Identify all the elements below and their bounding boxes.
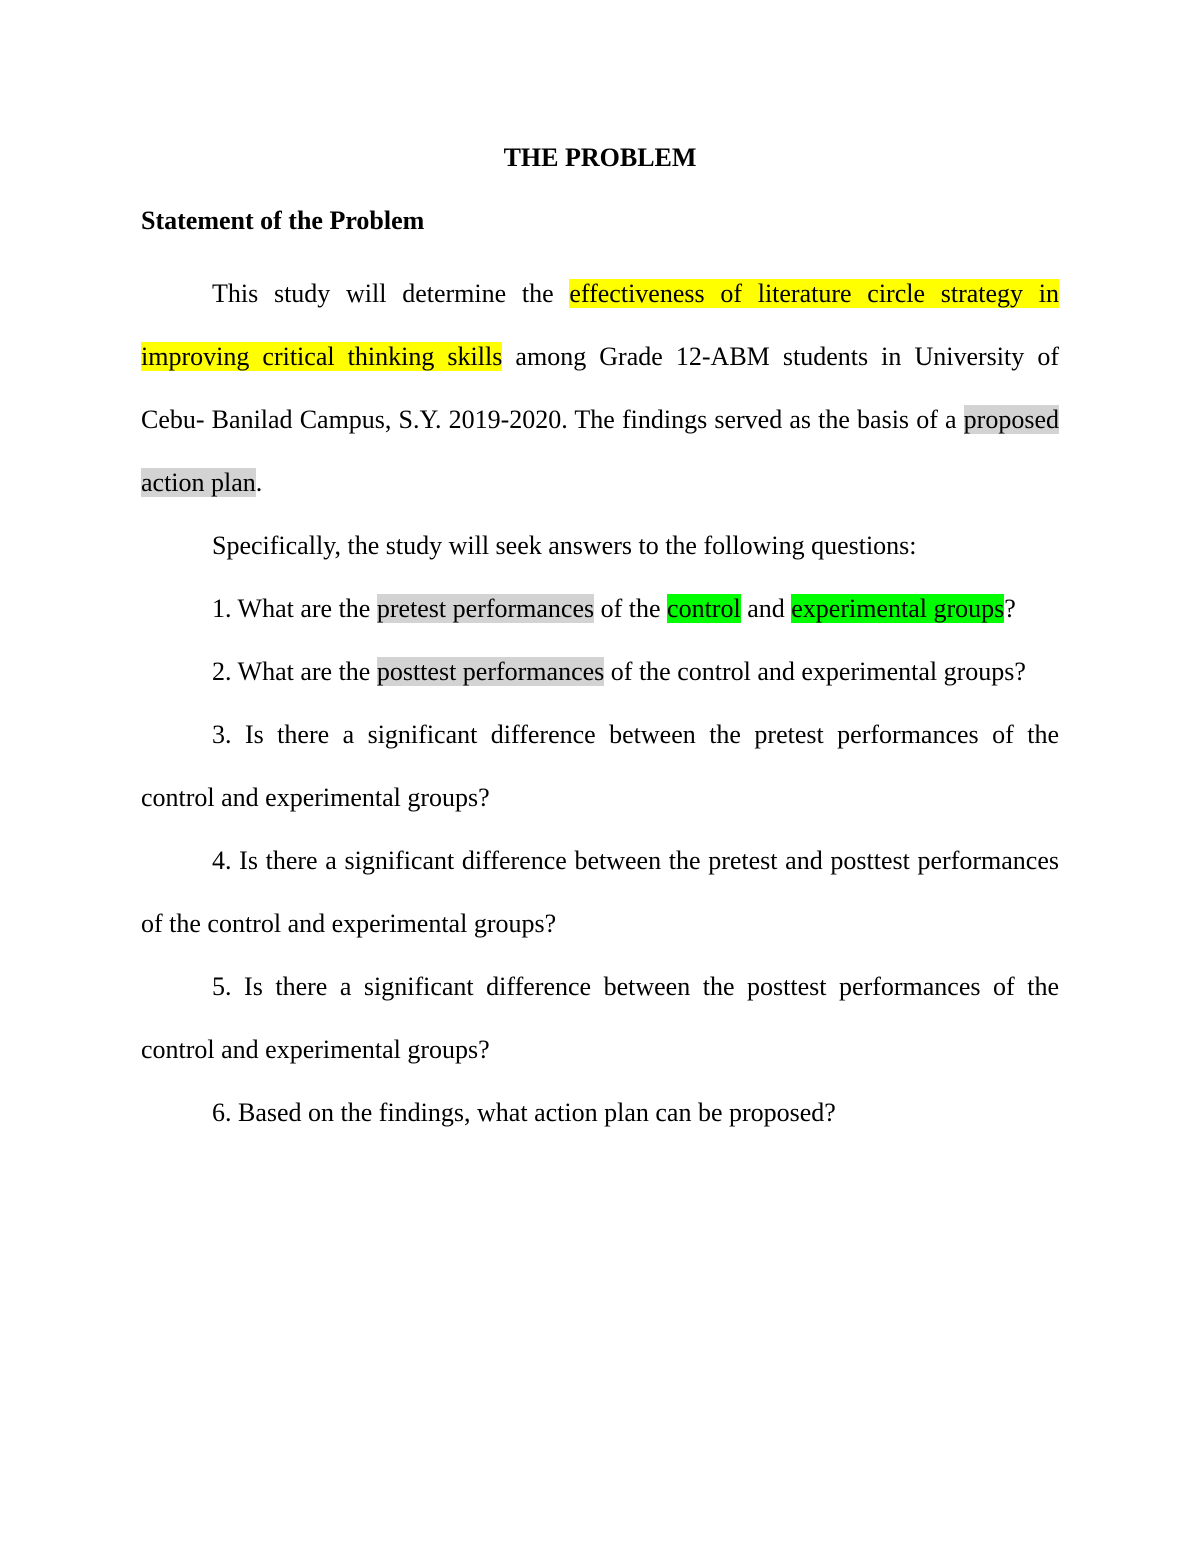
q1-text-2: of the xyxy=(594,594,668,623)
question-6: 6. Based on the findings, what action plan can be proposed? xyxy=(212,1098,836,1127)
q2-text-2: of the control and experimental groups? xyxy=(604,657,1026,686)
highlight-experimental-groups: experimental groups xyxy=(791,594,1005,623)
intro-paragraph xyxy=(141,262,1059,514)
q1-text-1: 1. What are the xyxy=(212,594,377,623)
questions-intro: Specifically, the study will seek answers to the following questions: xyxy=(212,531,917,560)
q1-text-4: ? xyxy=(1004,594,1016,623)
section-heading: Statement of the Problem xyxy=(141,206,425,235)
highlight-posttest-performances: posttest performances xyxy=(376,657,605,686)
question-3: 3. Is there a significant difference between the pretest performances of the control and experimental groups? xyxy=(141,720,1059,812)
intro-text-3: . xyxy=(255,468,263,497)
highlight-effectiveness: effectiveness of literature circle strategy in improving critical thinking skills xyxy=(141,279,1059,371)
highlight-action-plan: proposed action plan xyxy=(141,405,1059,497)
q1-text-3: and xyxy=(740,594,792,623)
intro-text-1: This study will determine the xyxy=(212,279,570,308)
question-2 xyxy=(141,640,1059,703)
question-5: 5. Is there a significant difference between the posttest performances of the control and experimental groups? xyxy=(141,972,1059,1064)
question-1 xyxy=(141,577,1059,640)
intro-text-2: among Grade 12-ABM students in University of Cebu- Banilad Campus, S.Y. 2019-2020. The findings served as the basis of a xyxy=(141,342,1059,434)
highlight-pretest-performances: pretest performances xyxy=(376,594,595,623)
q2-text-1: 2. What are the xyxy=(212,657,377,686)
question-4: 4. Is there a significant difference between the pretest and posttest performances of the control and experimental groups? xyxy=(141,846,1059,938)
highlight-control: control xyxy=(667,594,741,623)
page-title: THE PROBLEM xyxy=(503,143,697,172)
document-body xyxy=(141,136,1059,1144)
